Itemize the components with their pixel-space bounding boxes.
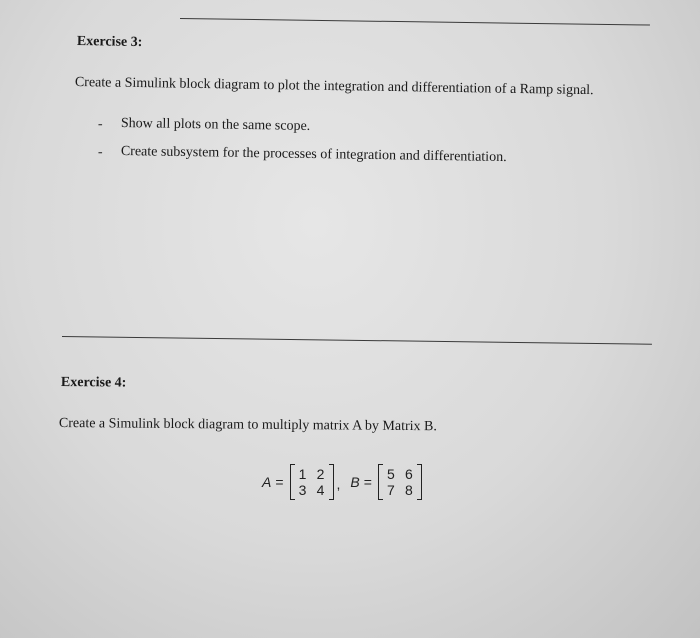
exercise-4-heading: Exercise 4: [60, 375, 127, 391]
bullet-marker: - [97, 145, 103, 161]
exercise-4-task: Create a Simulink block diagram to multiply matrix A by Matrix B. [58, 416, 437, 435]
matrix-b-label: B [350, 474, 360, 490]
exercise-3-bullet-2: Create subsystem for the processes of integration and differentiation. [120, 144, 507, 166]
matrix-b-cell: 7 [387, 482, 395, 498]
exercise-3-task: Create a Simulink block diagram to plot the integration and differentiation of a Ramp signal. [74, 75, 594, 99]
matrix-a [290, 464, 334, 500]
matrix-separator: , [336, 476, 341, 492]
matrix-a-cell: 2 [316, 466, 325, 482]
matrix-b [378, 464, 422, 500]
top-divider [180, 18, 650, 26]
matrix-a-label: A [262, 474, 272, 490]
matrix-b-cell: 8 [405, 482, 413, 498]
matrix-a-cell: 3 [298, 482, 307, 498]
exercise-3-heading: Exercise 3: [76, 34, 143, 51]
matrix-b-cell: 6 [405, 466, 413, 482]
bullet-marker: - [97, 117, 103, 133]
exercise-3-bullet-1: Show all plots on the same scope. [120, 116, 311, 134]
equals-sign: = [363, 474, 372, 490]
section-divider [62, 336, 652, 345]
matrix-a-cell: 1 [298, 466, 307, 482]
equals-sign: = [275, 474, 284, 490]
matrix-b-cell: 5 [387, 466, 395, 482]
matrix-equation [262, 462, 422, 502]
matrix-a-cell: 4 [316, 482, 325, 498]
